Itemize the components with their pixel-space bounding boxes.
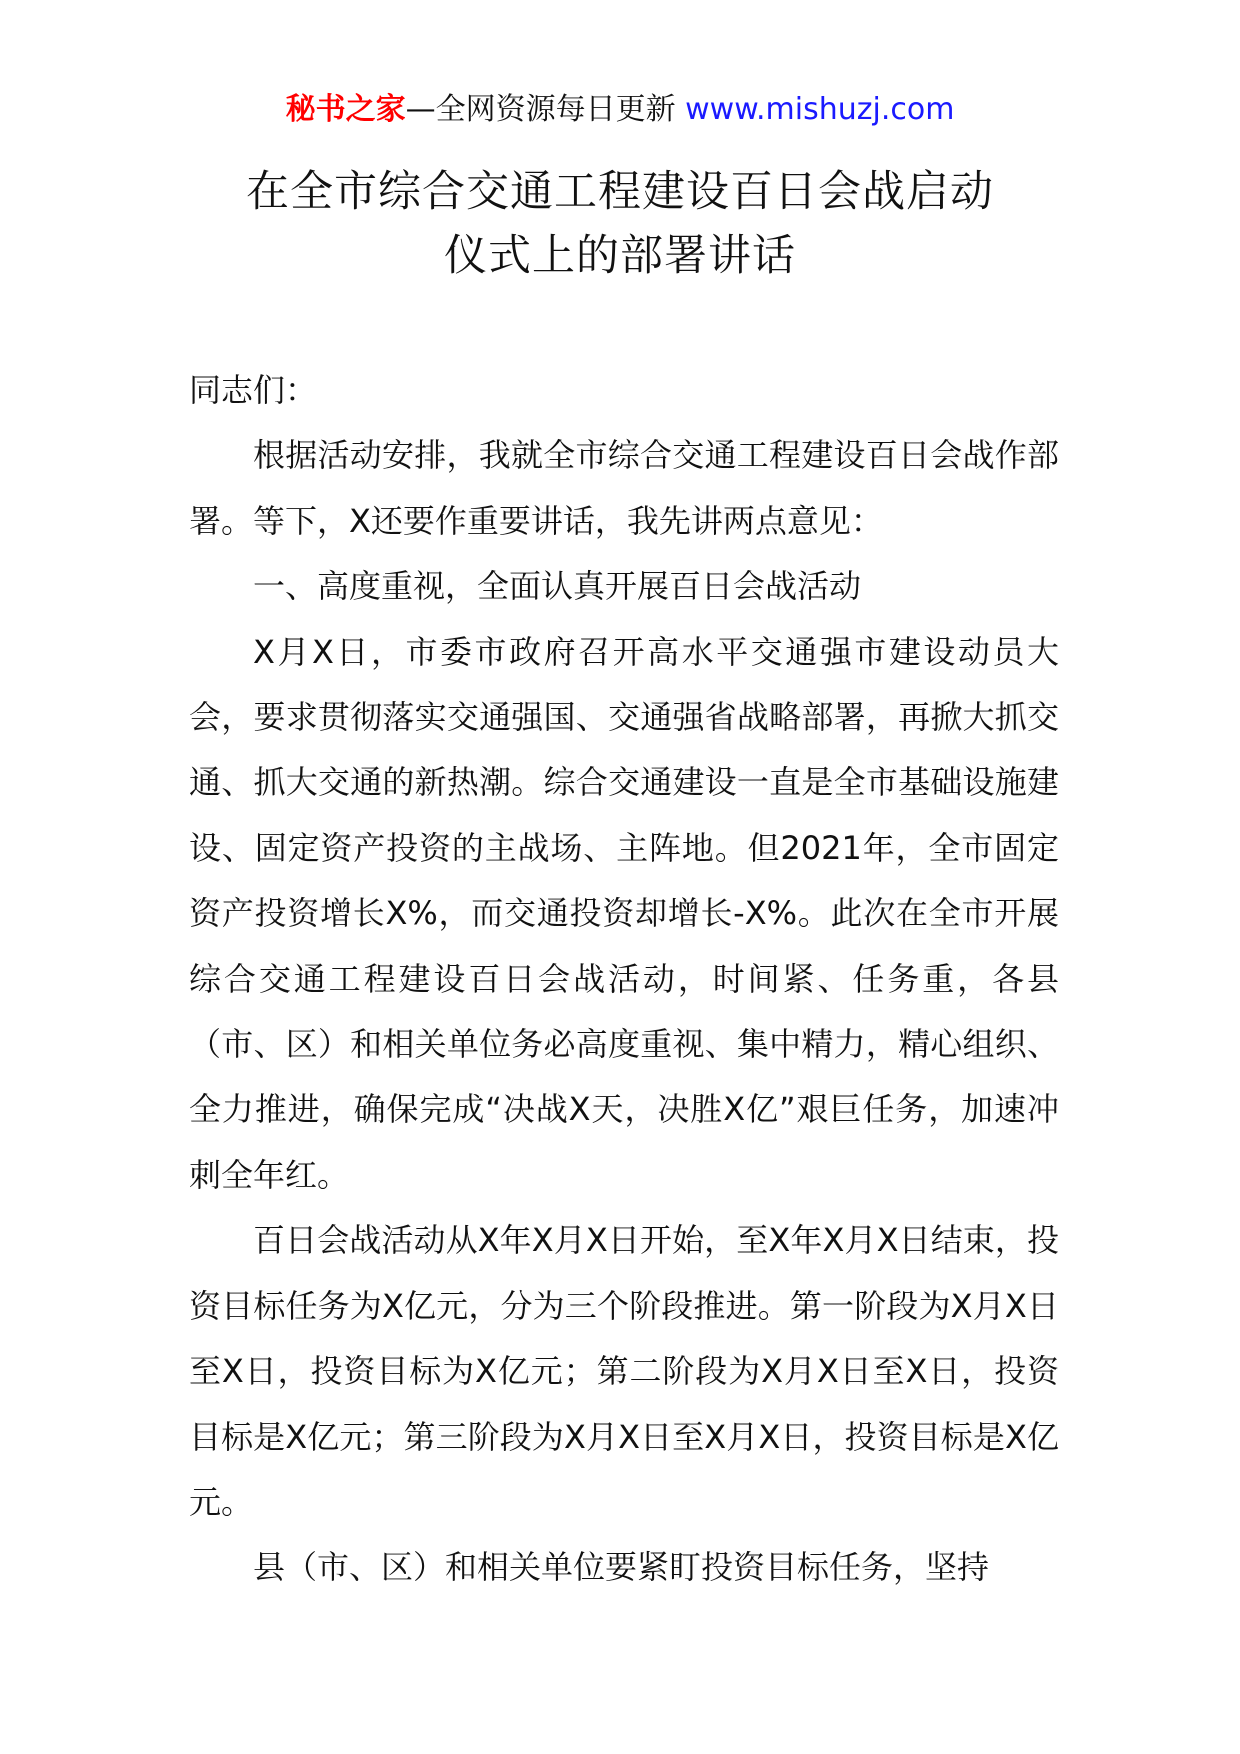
header-tagline: —全网资源每日更新 bbox=[405, 92, 676, 127]
paragraph-background: X月X日，市委市政府召开高水平交通强市建设动员大会，要求贯彻落实交通强国、交通强省战略部署，再掀大抓交通、抓大交通的新热潮。综合交通建设一直是全市基础设施建设、固定资产投资的主战场、主阵地。但2021年，全市固定资产投资增长X%，而交通投资却增长-X%。此次在全市开展综合交通工程建设百日会战活动，时间紧、任务重，各县（市、区）和相关单位务必高度重视、集中精力，精心组织、全力推进，确保完成“决战X天，决胜X亿”艰巨任务，加速冲刺全年红。 bbox=[189, 632, 1059, 1194]
document-body bbox=[189, 358, 1059, 1601]
title-line-2: 仪式上的部署讲话 bbox=[444, 231, 796, 281]
site-header bbox=[0, 88, 1240, 132]
title-line-1: 在全市综合交通工程建设百日会战启动 bbox=[246, 167, 994, 217]
paragraph-intro: 根据活动安排，我就全市综合交通工程建设百日会战作部署。等下，X还要作重要讲话，我先讲两点意见： bbox=[189, 436, 1059, 540]
greeting: 同志们： bbox=[189, 371, 318, 409]
section-heading: 一、高度重视，全面认真开展百日会战活动 bbox=[253, 567, 862, 606]
site-url-link[interactable]: www.mishuzj.com bbox=[685, 92, 955, 127]
paragraph-requirement: 县（市、区）和相关单位要紧盯投资目标任务，坚持 bbox=[253, 1548, 990, 1587]
brand-name: 秘书之家 bbox=[285, 92, 406, 127]
paragraph-schedule: 百日会战活动从X年X月X日开始，至X年X月X日结束，投资目标任务为X亿元，分为三个阶段推进。第一阶段为X月X日至X日，投资目标为X亿元；第二阶段为X月X日至X日，投资目标是X亿元；第三阶段为X月X日至X月X日，投资目标是X亿元。 bbox=[189, 1221, 1059, 1521]
document-title bbox=[0, 160, 1240, 288]
